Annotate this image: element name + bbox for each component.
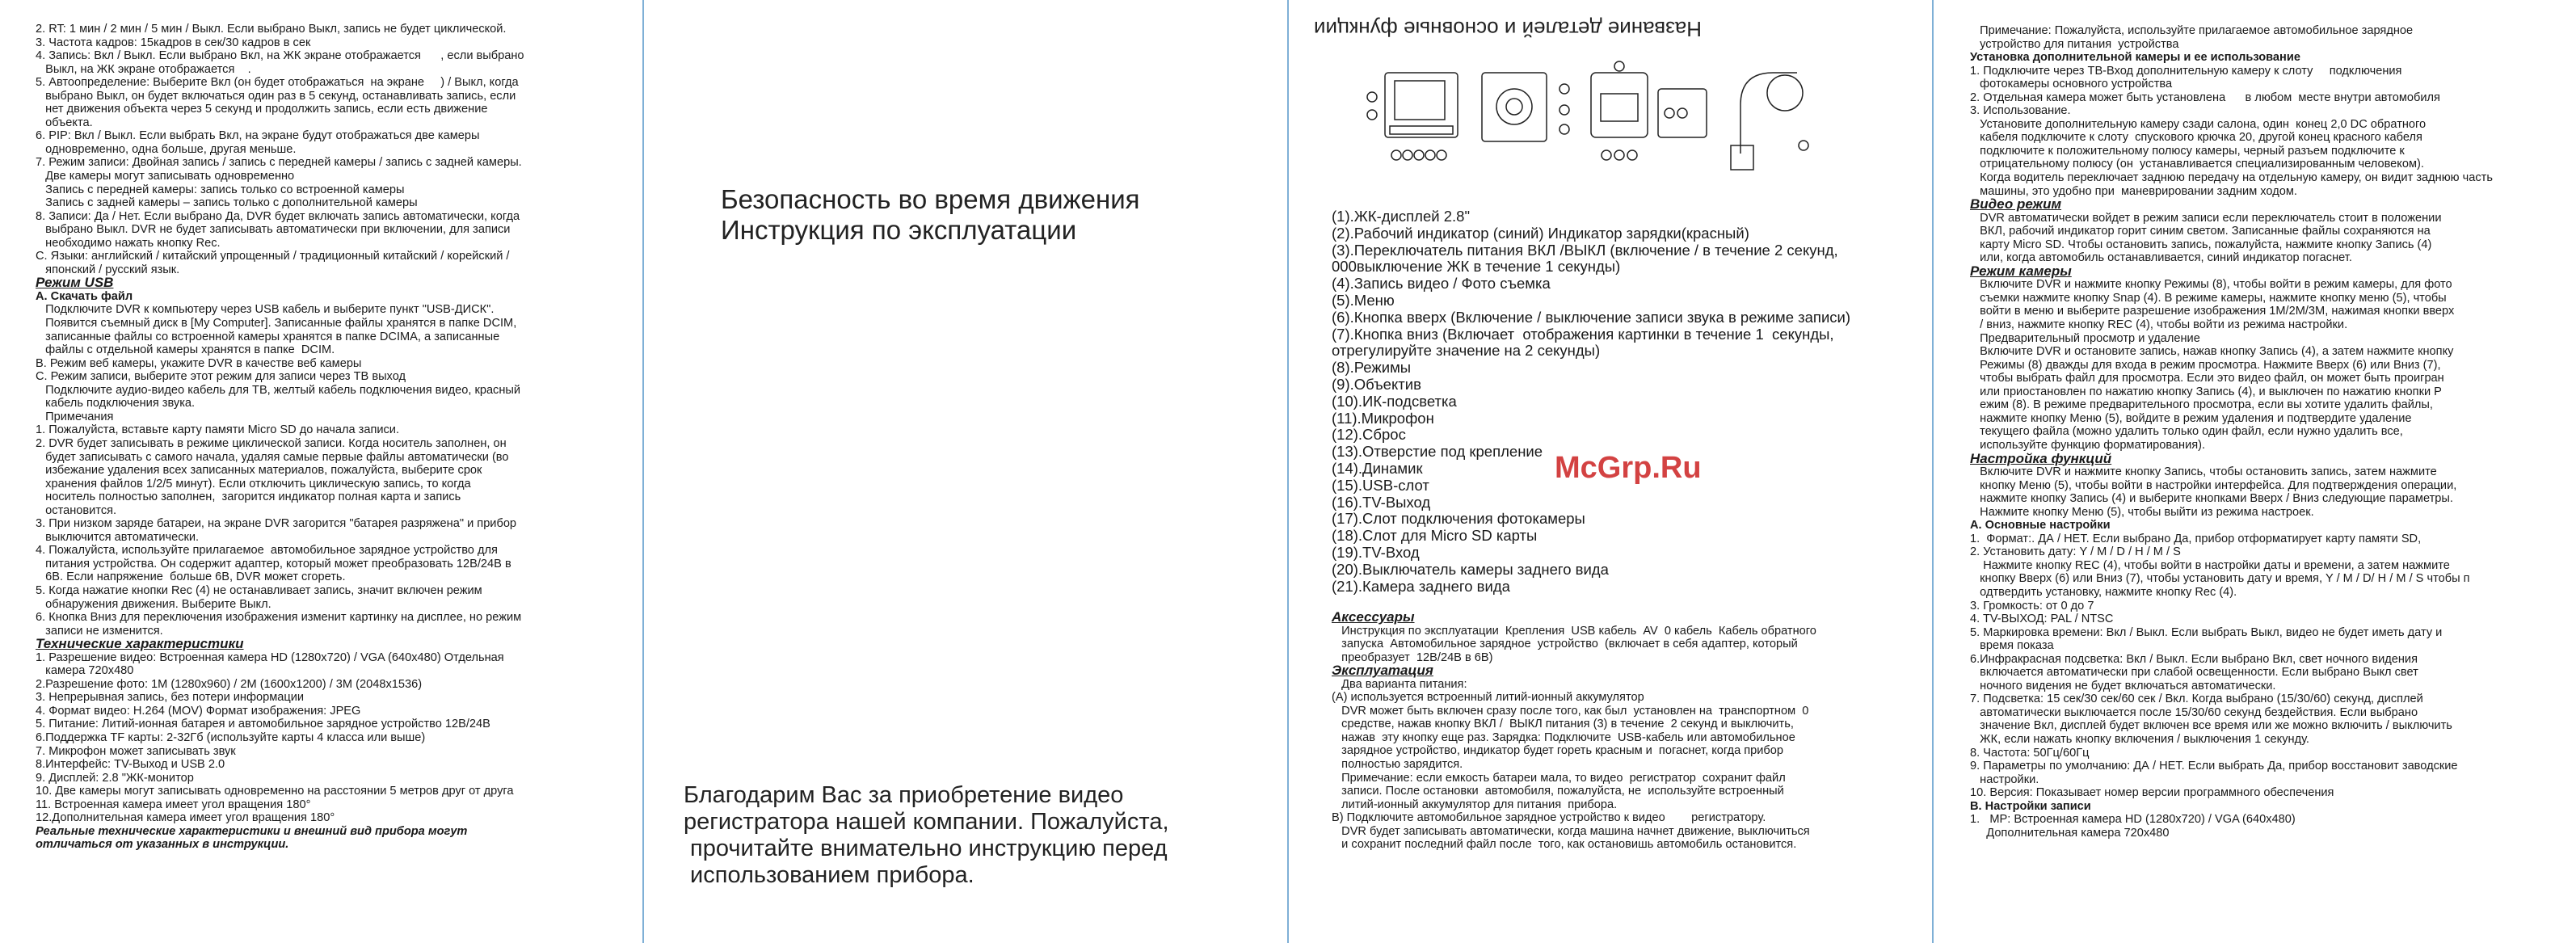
part-item: (3).Переключатель питания ВКЛ /ВЫКЛ (включение / в течение 2 секунд, xyxy=(1332,241,1838,259)
text-line: C. Языки: английский / китайский упрощенный / традиционный китайский / корейский / xyxy=(36,250,510,263)
watermark-text: McGrp.Ru xyxy=(1555,451,1702,485)
column-1-text xyxy=(36,23,642,852)
part-item: (15).USB-слот xyxy=(1332,476,1429,494)
text-line: 1. MP: Встроенная камера HD (1280x720) / VGA (640x480) xyxy=(1970,813,2296,827)
text-line: Подключите DVR к компьютеру через USB кабель и выберите пункт "USB-ДИСК". xyxy=(36,303,495,317)
section-heading: Видео режим xyxy=(1970,196,2062,213)
text-line: зарядное устройство, индикатор будет гореть красным и погаснет, когда прибор xyxy=(1332,744,1784,758)
part-item: (5).Меню xyxy=(1332,291,1395,309)
text-line: и сохранит последний файл после того, как остановишь автомобиль остановится. xyxy=(1332,838,1797,852)
part-item: (9).Объектив xyxy=(1332,375,1421,393)
device-screen-diagram xyxy=(1395,81,1445,120)
device-back-diagram xyxy=(1482,73,1547,141)
text-line: / вниз, нажмите кнопку REC (4), чтобы войти из режима настройки. xyxy=(1970,318,2348,332)
text-line: будет записывать с самого начала, удаляя самые первые файлы автоматически (во xyxy=(36,450,509,464)
text-line: 1. Формат:. ДА / НЕТ. Если выбрано Да, прибор отформатирует карту памяти SD, xyxy=(1970,532,2422,545)
text-line: выбрано Выкл. DVR не будет записывать автоматически при включении, для записи xyxy=(36,223,511,237)
text-line: 6. Кнопка Вниз для переключения изображения изменит картинку на дисплее, но режим xyxy=(36,611,522,625)
text-line: настройки. xyxy=(1970,773,2039,786)
text-line: хранения файлов 1/2/5 минут). Если отключить циклическую запись, то когда xyxy=(36,477,471,490)
text-line: 3. Громкость: от 0 до 7 xyxy=(1970,599,2094,613)
part-item: (1).ЖК-дисплей 2.8" xyxy=(1332,208,1471,225)
text-line: выбрано Выкл, он будет включаться один раз в 5 секунд, останавливать запись, если xyxy=(36,89,516,103)
text-line: Инструкция по эксплуатации Крепления USB кабель AV 0 кабель Кабель обратного xyxy=(1332,624,1816,638)
column-3-text xyxy=(1332,611,1930,852)
thanks-line: использованием прибора. xyxy=(684,862,974,888)
text-line: 6.Инфракрасная подсветка: Вкл / Выкл. Если выбрано Вкл, свет ночного видения xyxy=(1970,652,2418,666)
text-line: записи. После остановки автомобиля, пожалуйста, не используйте встроенный xyxy=(1332,785,1784,798)
text-line: 8.Интерфейс: TV-Выход и USB 2.0 xyxy=(36,758,225,772)
thanks-text xyxy=(684,782,1169,889)
text-line: 4. Пожалуйста, используйте прилагаемое автомобильное зарядное устройство для xyxy=(36,544,498,558)
text-line: литий-ионный аккумулятор для питания прибора. xyxy=(1332,798,1618,811)
text-line: кабель подключения звука. xyxy=(36,397,196,410)
text-line: Выкл, на ЖК экране отображается . xyxy=(36,62,251,76)
page-column-3 xyxy=(1288,0,1933,943)
text-line: 7. Режим записи: Двойная запись / запись с передней камеры / запись с задней камеры. xyxy=(36,156,522,170)
text-line: Запись с задней камеры – запись только с дополнительной камеры xyxy=(36,196,418,210)
subsection-heading: Установка дополнительной камеры и ее использование xyxy=(1970,51,2300,65)
text-line: значение Вкл, дисплей будет включен все время или же можно включить / выключить xyxy=(1970,719,2452,733)
text-line: B. Режим веб камеры, укажите DVR в качестве веб камеры xyxy=(36,356,362,370)
part-item: (17).Слот подключения фотокамеры xyxy=(1332,510,1585,528)
text-line: ВКЛ, рабочий индикатор горит синим светом. Записанные файлы сохраняются на xyxy=(1970,225,2431,238)
part-item: (16).TV-Выход xyxy=(1332,493,1431,511)
text-line: 5. Автоопределение: Выберите Вкл (он будет отображаться на экране ) / Выкл, когда xyxy=(36,76,519,90)
text-line: 5. Питание: Литий-ионная батарея и автомобильное зарядное устройство 12В/24В xyxy=(36,718,490,731)
text-line: одновременно, одна больше, другая меньше. xyxy=(36,142,297,156)
text-line: нажмите кнопку Меню (5), войдите в режим удаления и подтвердите удаление xyxy=(1970,411,2412,425)
text-line: время показа xyxy=(1970,639,2054,653)
part-item: (10).ИК-подсветка xyxy=(1332,392,1457,410)
cover-title-line: Безопасность во время движения xyxy=(721,184,1140,214)
part-item: (8).Режимы xyxy=(1332,359,1412,377)
text-line: полностью зарядится. xyxy=(1332,758,1463,772)
text-line: камера 720x480 xyxy=(36,664,134,678)
part-item: 000выключение ЖК в течение 1 секунды) xyxy=(1332,258,1621,276)
text-line: 1. Разрешение видео: Встроенная камера HD (1280x720) / VGA (640x480) Отдельная xyxy=(36,650,504,664)
text-line: 6.Поддержка TF карты: 2-32Гб (используйте карты 4 класса или выше) xyxy=(36,730,426,744)
text-line: 2. Установить дату: Y / M / D / H / M / S xyxy=(1970,545,2181,559)
part-item: (20).Выключатель камеры заднего вида xyxy=(1332,560,1609,578)
text-line: необходимо нажать кнопку Rec. xyxy=(36,236,221,250)
section-heading: Настройка функций xyxy=(1970,450,2112,466)
text-line: остановится. xyxy=(36,503,117,517)
part-item: (4).Запись видео / Фото съемка xyxy=(1332,275,1551,293)
text-line: 7. Подсветка: 15 сек/30 сек/60 сек / Вкл. Когда выбрано (15/30/60) секунд, дисплей xyxy=(1970,693,2423,706)
column-4-text xyxy=(1970,24,2574,840)
flipped-section-title: Название деталей и основные функции xyxy=(1314,17,1702,41)
text-line: нажмите кнопку Запись (4) и выберите кнопками Вверх / Вниз следующие параметры. xyxy=(1970,492,2453,506)
text-line: обнаружения движения. Выберите Выкл. xyxy=(36,597,271,611)
text-line: или приостановлен по нажатию кнопку Запись (4), и выключен по нажатию кнопки Р xyxy=(1970,385,2442,398)
device-top-diagram xyxy=(1591,73,1648,137)
text-line: Включите DVR и нажмите кнопку Режимы (8), чтобы войти в режим камеры, для фото xyxy=(1970,278,2452,292)
cover-title-line: Инструкция по эксплуатации xyxy=(721,215,1077,245)
text-line: 5. Когда нажатие кнопки Rec (4) не останавливает запись, значит включен режим xyxy=(36,583,482,597)
text-line: (A) используется встроенный литий-ионный аккумулятор xyxy=(1332,691,1644,705)
text-line: 12.Дополнительная камера имеет угол вращения 180° xyxy=(36,811,335,825)
parts-list xyxy=(1332,208,1930,595)
text-line: чтобы выбрать файл для просмотра. Если это видео файл, он может быть проигран xyxy=(1970,372,2444,385)
text-line: кабеля подключите к слоту спускового крючка 20, другой конец красного кабеля xyxy=(1970,131,2422,145)
part-item: отрегулируйте значение на 2 секунды) xyxy=(1332,342,1601,360)
text-line: устройство для питания устройства xyxy=(1970,37,2179,51)
text-line: съемки нажмите кнопку Snap (4). В режиме камеры, нажмите кнопку меню (5), чтобы xyxy=(1970,291,2447,305)
text-line: 2. RT: 1 мин / 2 мин / 5 мин / Выкл. Если выбрано Выкл, запись не будет циклической. xyxy=(36,23,507,36)
text-line: Примечание: если емкость батареи мала, то видео регистратор сохранит файл xyxy=(1332,771,1786,785)
text-line: подключите к положительному полюсу камеры, черный разъем подключите к xyxy=(1970,144,2405,158)
text-line: текущего файла (можно удалить только один файл, если нужно удалить все, xyxy=(1970,425,2403,439)
text-line: Две камеры могут записывать одновременно xyxy=(36,170,295,183)
text-line: записанные файлы со встроенной камеры хранятся в папке DCIMA, а записанные xyxy=(36,330,500,343)
text-line: 4. TV-ВЫХОД: PAL / NTSC xyxy=(1970,613,2114,626)
text-line: 1. Подключите через ТВ-Вход дополнительную камеру к слоту подключения xyxy=(1970,64,2402,78)
text-line: записи не изменится. xyxy=(36,624,163,638)
text-line: 9. Параметры по умолчанию: ДА / НЕТ. Если выбрать Да, прибор восстановит заводские xyxy=(1970,760,2458,773)
text-line: Появится съемный диск в [My Computer]. Записанные файлы хранятся в папке DCIM, xyxy=(36,317,517,330)
text-line: одтвердить установку, нажмите кнопку Rec (4). xyxy=(1970,585,2237,599)
text-line: кнопку Меню (5), чтобы войти в настройки интерфейса. Для подтверждения операции, xyxy=(1970,478,2457,492)
text-line: объекта. xyxy=(36,116,93,129)
text-line: 11. Встроенная камера имеет угол вращения 180° xyxy=(36,798,311,811)
part-item: (7).Кнопка вниз (Включает отображения картинки в течение 1 секунды, xyxy=(1332,325,1834,343)
lens-diagram xyxy=(1496,89,1532,124)
text-line: автоматически выключается после 15/30/60 секунд бездействия. Если выбрано xyxy=(1970,705,2418,719)
text-line: войти в меню и выберите разрешение изображения 1M/2M/3M, нажимая кнопки вверх xyxy=(1970,305,2455,318)
cover-title xyxy=(721,184,1140,246)
device-front-diagram xyxy=(1385,73,1458,137)
text-line: 1. Пожалуйста, вставьте карту памяти Micro SD до начала записи. xyxy=(36,423,400,437)
text-line: кнопку Вверх (6) или Вниз (7), чтобы установить дату и время, Y / M / D/ H / M / S чтобы п xyxy=(1970,572,2470,586)
text-line: Два варианта питания: xyxy=(1332,677,1467,691)
text-line: 8. Записи: Да / Нет. Если выбрано Да, DVR будет включать запись автоматически, когда xyxy=(36,209,520,223)
text-line: 9. Дисплей: 2.8 "ЖК-монитор xyxy=(36,771,194,785)
text-line: B) Подключите автомобильное зарядное устройство к видео регистратору. xyxy=(1332,811,1766,825)
text-line: ночного видения не будет включаться автоматически. xyxy=(1970,679,2276,693)
text-line: Предварительный просмотр и удаление xyxy=(1970,331,2200,345)
disclaimer-line: Реальные технические характеристики и внешний вид прибора могут xyxy=(36,824,468,838)
text-line: Включите DVR и остановите запись, нажав кнопку Запись (4), а затем нажмите кнопку xyxy=(1970,345,2454,359)
text-line: Нажмите кнопку REC (4), чтобы войти в настройки даты и времени, а затем нажмите xyxy=(1970,558,2450,572)
part-item: (6).Кнопка вверх (Включение / выключение записи звука в режиме записи) xyxy=(1332,308,1851,326)
text-line: нажав эту кнопку еще раз. Зарядка: Подключите USB-кабель или автомобильное xyxy=(1332,730,1795,744)
text-line: или, когда автомобиль останавливается, синий индикатор погаснет. xyxy=(1970,251,2352,265)
text-line: DVR будет записывать автоматически, когда машина начнет движение, выключиться xyxy=(1332,824,1810,838)
text-line: 10. Две камеры могут записывать одновременно на расстоянии 5 метров друг от друга xyxy=(36,785,514,798)
text-line: избежание удаления всех записанных материалов, пожалуйста, выберите срок xyxy=(36,464,482,478)
section-heading: Аксессуары xyxy=(1332,609,1415,625)
text-line: файлы с отдельной камеры хранятся в папке DCIM. xyxy=(36,343,335,357)
text-line: DVR автоматически войдет в режим записи если переключатель стоит в положении xyxy=(1970,211,2442,225)
thanks-line: регистратора нашей компании. Пожалуйста, xyxy=(684,809,1169,835)
section-heading: Режим камеры xyxy=(1970,263,2072,279)
part-item: (13).Отверстие под крепление xyxy=(1332,443,1543,461)
text-line: нет движения объекта через 5 секунд и продолжить запись, если есть движение xyxy=(36,103,488,116)
part-item: (14).Динамик xyxy=(1332,459,1423,477)
text-line: машины, это удобно при маневрировании задним ходом. xyxy=(1970,184,2297,198)
text-line: 2.Разрешение фото: 1M (1280x960) / 2M (1600x1200) / 3M (2048x1536) xyxy=(36,677,423,691)
page-column-2 xyxy=(643,0,1288,943)
text-line: карту Micro SD. Чтобы остановить запись, пожалуйста, нажмите кнопку Запись (4) xyxy=(1970,238,2432,251)
text-line: Примечание: Пожалуйста, используйте прилагаемое автомобильное зарядное xyxy=(1970,24,2414,37)
text-line: Режимы (8) дважды для входа в режим просмотра. Нажмите Вверх (6) или Вниз (7), xyxy=(1970,358,2441,372)
section-heading: Технические характеристики xyxy=(36,636,244,652)
text-line: включается автоматически при слабой освещенности. Если выбрано Выкл свет xyxy=(1970,666,2418,680)
text-line: ЖК, если нажать кнопку включения / выключения 1 секунду. xyxy=(1970,732,2309,746)
text-line: носитель полностью заполнен, загорится индикатор полная карта и запись xyxy=(36,490,461,504)
subsection-heading: A. Основные настройки xyxy=(1970,519,2111,533)
text-line: 7. Микрофон может записывать звук xyxy=(36,744,236,758)
section-heading: Эксплуатация xyxy=(1332,663,1433,679)
part-item: (2).Рабочий индикатор (синий) Индикатор зарядки(красный) xyxy=(1332,224,1749,242)
text-line: 3. Частота кадров: 15кадров в сек/30 кадров в сек xyxy=(36,36,311,49)
text-line: отрицательному полюсу (он устанавливается специализированным человеком). xyxy=(1970,158,2424,171)
text-line: японский / русский язык. xyxy=(36,263,180,276)
device-buttons-diagram xyxy=(1390,126,1453,134)
text-line: выключится автоматически. xyxy=(36,530,200,544)
device-diagrams xyxy=(1361,57,1813,178)
text-line: 6. PIP: Вкл / Выкл. Если выбрать Вкл, на экране будут отображаться две камеры xyxy=(36,129,480,143)
part-item: (21).Камера заднего вида xyxy=(1332,577,1510,595)
text-line: Установите дополнительную камеру сзади салона, один конец 2,0 DC обратного xyxy=(1970,117,2427,131)
text-line: средстве, нажав кнопку ВКЛ / ВЫКЛ питания (3) в течение 2 секунд и выключить, xyxy=(1332,718,1794,731)
text-line: Запись с передней камеры: запись только со встроенной камеры xyxy=(36,183,405,196)
thanks-line: Благодарим Вас за приобретение видео xyxy=(684,782,1124,808)
text-line: 3. Непрерывная запись, без потери информации xyxy=(36,691,305,705)
text-line: 4. Формат видео: H.264 (MOV) Формат изображения: JPEG xyxy=(36,704,361,718)
text-line: запуска Автомобильное зарядное устройство (включает в себя адаптер, который xyxy=(1332,638,1798,651)
text-line: ежим (8). В режиме предварительного просмотра, если вы хотите удалить файлы, xyxy=(1970,398,2433,412)
text-line: 2. Отдельная камера может быть установлена в любом месте внутри автомобиля xyxy=(1970,91,2440,104)
part-item: (12).Сброс xyxy=(1332,426,1406,444)
text-line: Дополнительная камера 720x480 xyxy=(1970,826,2170,840)
text-line: 8. Частота: 50Гц/60Гц xyxy=(1970,746,2090,760)
subsection-heading: A. Скачать файл xyxy=(36,289,133,303)
text-line: 3. При низком заряде батареи, на экране DVR загорится "батарея разряжена" и прибор xyxy=(36,517,517,531)
thanks-line: прочитайте внимательно инструкцию перед xyxy=(684,836,1168,861)
text-line: Нажмите кнопку Меню (5), чтобы выйти из режима настроек. xyxy=(1970,505,2314,519)
subsection-heading: B. Настройки записи xyxy=(1970,799,2091,813)
text-line: 2. DVR будет записывать в режиме циклической записи. Когда носитель заполнен, он xyxy=(36,436,507,450)
section-heading: Режим USB xyxy=(36,275,114,291)
page-column-1 xyxy=(0,0,643,943)
text-line: 4. Запись: Вкл / Выкл. Если выбрано Вкл, на ЖК экране отображается , если выбрано xyxy=(36,49,524,63)
text-line: DVR может быть включен сразу после того, как был установлен на транспортном 0 xyxy=(1332,704,1809,718)
page-column-4 xyxy=(1933,0,2576,943)
part-item: (18).Слот для Micro SD карты xyxy=(1332,527,1538,545)
text-line: Включите DVR и нажмите кнопку Запись, чтобы остановить запись, затем нажмите xyxy=(1970,465,2437,479)
text-line: Примечания xyxy=(36,410,114,423)
device-side-diagram xyxy=(1658,89,1707,137)
text-line: используйте функцию форматирования). xyxy=(1970,438,2206,452)
text-line: 5. Маркировка времени: Вкл / Выкл. Если выбрать Выкл, видео не будет иметь дату и xyxy=(1970,625,2443,639)
part-item: (11).Микрофон xyxy=(1332,409,1434,427)
text-line: 10. Версия: Показывает номер версии программного обеспечения xyxy=(1970,786,2334,800)
text-line: преобразует 12В/24В в 6В) xyxy=(1332,650,1493,664)
part-item: (19).TV-Вход xyxy=(1332,543,1420,561)
text-line: Подключите аудио-видео кабель для ТВ, желтый кабель подключения видео, красный xyxy=(36,383,521,397)
text-line: питания устройства. Он содержит адаптер, который может преобразовать 12В/24В в xyxy=(36,557,511,570)
text-line: 6В. Если напряжение больше 6В, DVR может сгореть. xyxy=(36,570,346,584)
disclaimer-line: отличаться от указанных в инструкции. xyxy=(36,838,289,852)
text-line: фотокамеры основного устройства xyxy=(1970,78,2173,91)
text-line: Когда водитель переключает заднюю передачу на отдельную камеру, он видит заднюю часть xyxy=(1970,171,2493,185)
text-line: C. Режим записи, выберите этот режим для записи через ТВ выход xyxy=(36,370,406,384)
text-line: 3. Использование. xyxy=(1970,104,2071,118)
